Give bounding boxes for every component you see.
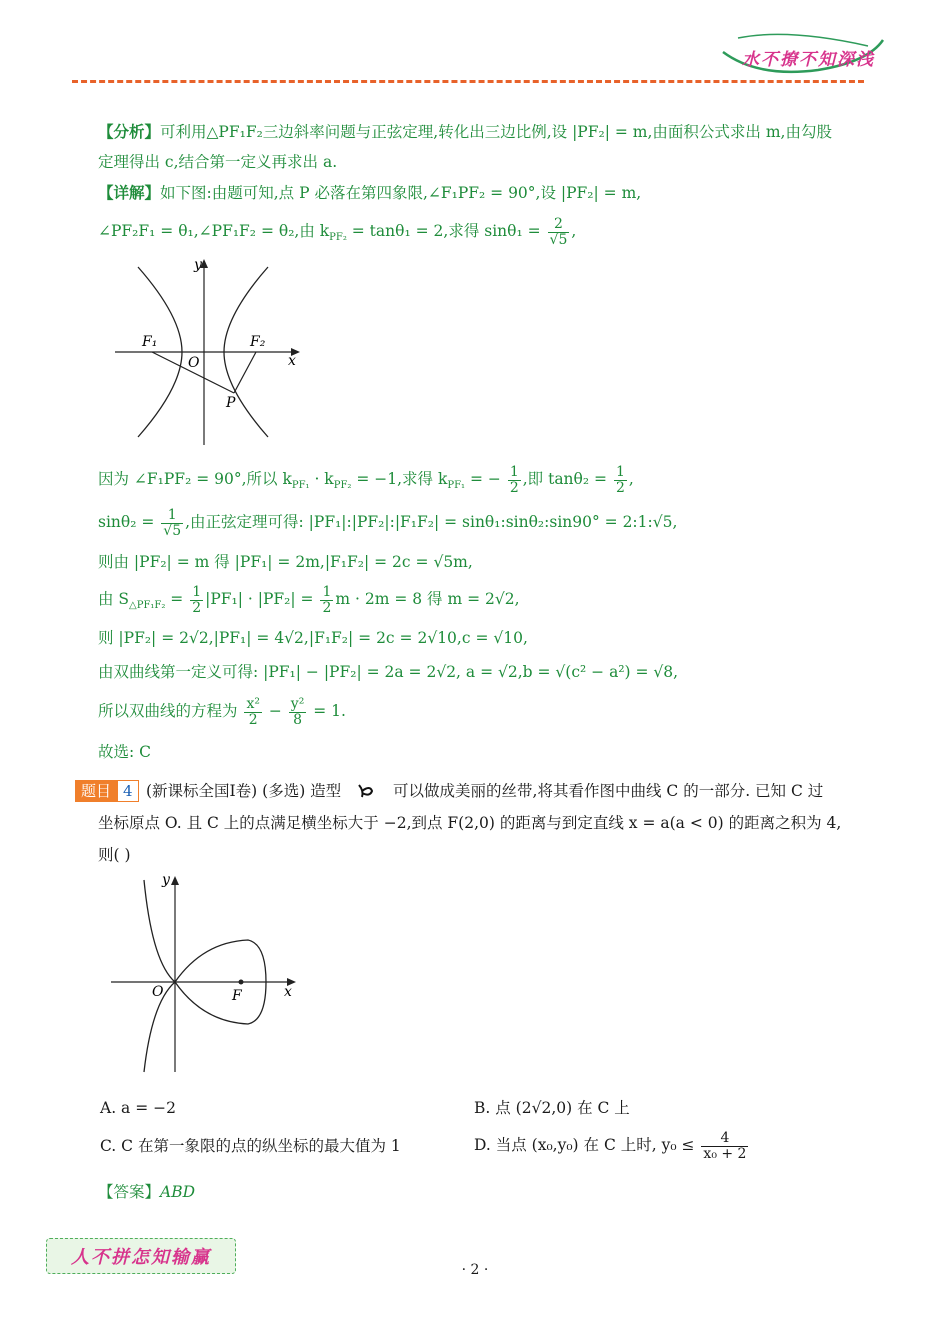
- sub-triangle: △PF₁F₂: [129, 600, 166, 612]
- origin-label: O: [188, 355, 200, 371]
- problem-text-1b: 可以做成美丽的丝带,将其看作图中曲线 C 的一部分. 已知 C 过: [393, 782, 824, 800]
- header-divider: [72, 80, 864, 83]
- ribbon-curve-figure: [108, 872, 308, 1077]
- text-6b: =: [165, 590, 189, 608]
- fraction-2-over-sqrt5: $\frac{2}{√5}$: [549, 215, 568, 248]
- detail-text-1: 如下图:由题可知,点 P 必落在第四象限,∠F₁PF₂ = 90°,设 |PF₂| = m,: [160, 184, 642, 202]
- analysis-text-1: 可利用△PF₁F₂三边斜率问题与正弦定理,转化出三边比例,设 |PF₂| = m,由面积公式求出 m,由勾股: [160, 123, 832, 141]
- x-label: x: [284, 984, 292, 1000]
- segment-f2-p: [234, 352, 256, 393]
- f2-label: F₂: [250, 334, 266, 350]
- text-9a: 所以双曲线的方程为: [98, 702, 243, 720]
- fraction-1-2-d: $\frac{1}{2}$: [322, 583, 332, 616]
- fraction-1-2-c: $\frac{1}{2}$: [192, 583, 202, 616]
- fraction-1-2-a: $\frac{1}{2}$: [509, 463, 519, 496]
- option-d-fraction: $\frac{4}{\text{x₀ + 2}}$: [703, 1129, 747, 1162]
- sub-pf2: PF₂: [329, 232, 347, 244]
- sub-pf1-c: PF₁: [447, 480, 466, 492]
- text-4b: ,由正弦定理可得: |PF₁|:|PF₂|:|F₁F₂| = sinθ₁:sinθ₂:sin90° = 2:1:√5,: [185, 513, 678, 531]
- fraction-1-2-b: $\frac{1}{2}$: [615, 463, 625, 496]
- p-label: P: [226, 395, 236, 411]
- detail-text-2: ∠PF₂F₁ = θ₁,∠PF₁F₂ = θ₂,由 k: [98, 222, 330, 240]
- f-label: F: [232, 988, 242, 1004]
- detail-label: 【详解】: [98, 183, 161, 202]
- page-number: · 2 ·: [461, 1262, 489, 1278]
- y-label: y: [162, 872, 170, 888]
- choice-line: 故选: C: [98, 743, 152, 761]
- answer-label: 【答案】: [98, 1183, 161, 1201]
- origin-label: O: [152, 984, 164, 1000]
- curve-c: [144, 880, 266, 1072]
- option-b: B. 点 (2√2,0) 在 C 上: [474, 1099, 630, 1117]
- x-label: x: [288, 353, 296, 369]
- text-3a: 因为 ∠F₁PF₂ = 90°,所以 k: [98, 470, 292, 488]
- solution-line-8: 由双曲线第一定义可得: |PF₁| − |PF₂| = 2a = 2√2, a = √2,b = √(c² − a²) = √8,: [98, 663, 679, 681]
- header-banner-text: 水不撩不知深浅: [742, 50, 875, 70]
- y-axis-arrow: [171, 876, 179, 885]
- text-4a: sinθ₂ =: [98, 513, 160, 531]
- analysis-line-1: [98, 122, 832, 142]
- fraction-1-sqrt5: $\frac{1}{√5}$: [163, 506, 182, 539]
- text-3e: ,即 tanθ₂ =: [522, 470, 612, 488]
- y-label: y: [194, 257, 202, 273]
- problem-tag-number: 4: [117, 780, 139, 802]
- detail-text-2b: = tanθ₁ = 2,求得 sinθ₁ =: [346, 222, 546, 240]
- solution-line-4: [98, 505, 677, 539]
- option-d: [474, 1128, 750, 1162]
- sub-pf2-b: PF₂: [333, 480, 352, 492]
- option-a: A. a = −2: [100, 1099, 176, 1117]
- text-9b: −: [263, 702, 287, 720]
- solution-line-5: 则由 |PF₂| = m 得 |PF₁| = 2m,|F₁F₂| = 2c = √5m,: [98, 553, 473, 571]
- hyperbola-figure: [110, 255, 310, 450]
- option-c: C. C 在第一象限的点的纵坐标的最大值为 1: [100, 1137, 401, 1155]
- solution-line-3: 因为 ∠F₁PF₂ = 90°,所以 $k_{PF_1} \cdot k_{PF_2} = -1$,求得 $k_{PF_1}$ = − $\frac{1}{2}$ ,即 tanθ₂ = $\frac{1}{2}$ ,: [98, 463, 634, 496]
- solution-line-7: 则 |PF₂| = 2√2,|PF₁| = 4√2,|F₁F₂| = 2c = 2√10,c = √10,: [98, 629, 528, 647]
- fraction-y2-8: $\frac{\text{y²}}{8}$: [290, 695, 305, 728]
- text-6c: |PF₁| · |PF₂| =: [205, 590, 319, 608]
- problem-line-2: 坐标原点 O. 且 C 上的点满足横坐标大于 −2,到点 F(2,0) 的距离与到定直线 x = a(a < 0) 的距离之积为 4,: [98, 814, 842, 832]
- text-6d: m · 2m = 8 得 m = 2√2,: [335, 590, 520, 608]
- answer-value: ABD: [160, 1183, 196, 1201]
- text-3b: · k: [309, 470, 334, 488]
- text-6a: 由 S: [98, 590, 130, 608]
- detail-line-1: [98, 183, 641, 203]
- option-d-text: D. 当点 (x₀,y₀) 在 C 上时, y₀ ≤: [474, 1136, 700, 1154]
- text-3c: = −1,求得 k: [351, 470, 448, 488]
- point-f: [239, 980, 244, 985]
- problem-line-1: [146, 781, 823, 801]
- f1-label: F₁: [142, 334, 158, 350]
- sub-pf1-a: PF₁: [291, 480, 310, 492]
- problem-tag: [75, 780, 139, 802]
- answer-line: [98, 1182, 195, 1202]
- problem-line-3: 则( ): [98, 846, 131, 864]
- analysis-line-2: 定理得出 c,结合第一定义再求出 a.: [98, 153, 338, 171]
- text-9c: = 1.: [308, 702, 346, 720]
- text-3d: = −: [465, 470, 501, 488]
- solution-line-6: [98, 582, 520, 623]
- problem-tag-label: 题目: [75, 780, 117, 802]
- footer-slogan: 人不拼怎知输赢: [46, 1238, 236, 1274]
- fraction-x2-2: $\frac{\text{x²}}{2}$: [246, 695, 260, 728]
- detail-line-2: ∠PF₂F₁ = θ₁,∠PF₁F₂ = θ₂,由 $k_{PF_2} = \tan\theta_1 = 2$,求得 sinθ₁ = $\frac{2}{√5}$ ,: [98, 215, 577, 248]
- problem-text-1a: (新课标全国Ⅰ卷) (多选) 造型: [146, 782, 342, 800]
- solution-line-9: [98, 694, 346, 728]
- analysis-label: 【分析】: [98, 122, 161, 141]
- ribbon-icon: [354, 783, 380, 801]
